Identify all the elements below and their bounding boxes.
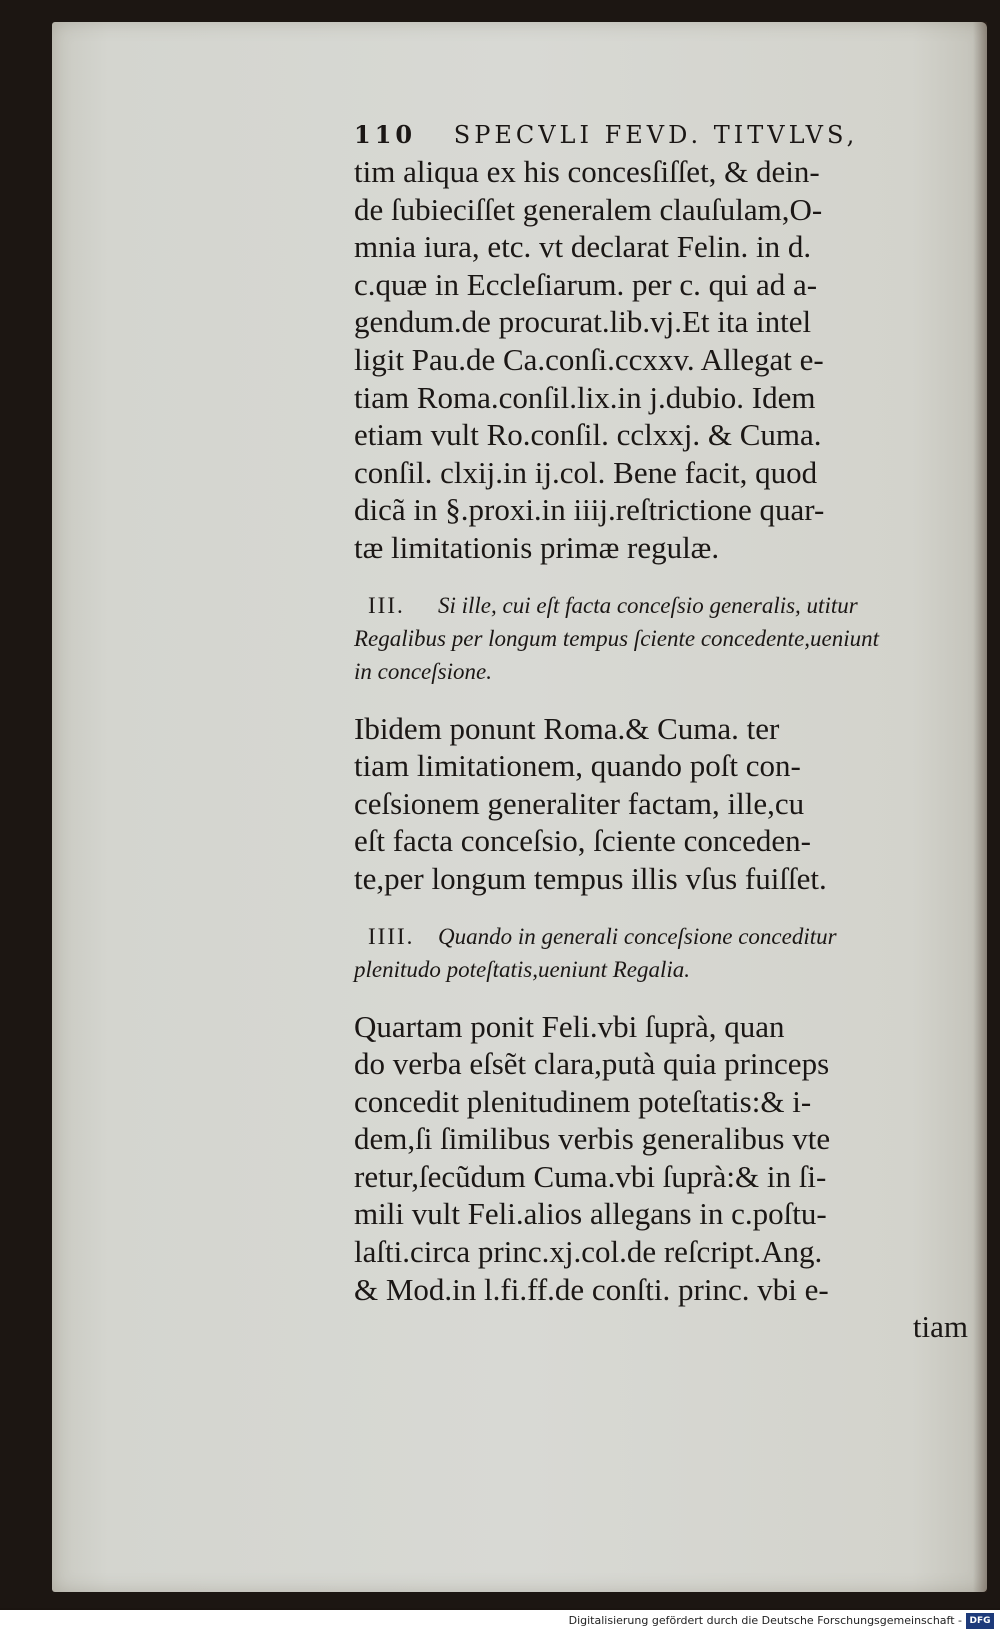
page-number: 110 — [354, 120, 417, 149]
page-edge-shadow — [973, 22, 987, 1592]
summary-line — [354, 920, 974, 953]
text-block — [354, 117, 974, 1346]
text-line: tiam limitationem, quando poſt con- — [354, 748, 801, 784]
text-line: te,per longum tempus illis vſus fuiſſet. — [354, 860, 827, 896]
text-line: concedit plenitudinem poteſtatis:& i- — [354, 1083, 812, 1119]
paragraph-3 — [354, 1008, 974, 1309]
text-line: dem,ſi ſimilibus verbis generalibus vte — [354, 1121, 831, 1157]
text-line: c.quæ in Eccleſiarum. per c. qui ad a- — [354, 266, 818, 302]
dfg-logo-icon: DFG — [966, 1613, 994, 1629]
paragraph-1 — [354, 153, 974, 567]
text-line: & Mod.in l.fi.ff.de conſti. princ. vbi e- — [354, 1271, 829, 1307]
footer-bar — [0, 1610, 1000, 1634]
text-line: ligit Pau.de Ca.conſi.ccxxv. Allegat e- — [354, 341, 824, 377]
catchword: tiam — [912, 1309, 968, 1345]
text-line: ceſsionem generaliter factam, ille,cu — [354, 785, 805, 821]
summary-number: III. — [368, 592, 405, 618]
text-line: mili vult Feli.alios allegans in c.poſtu- — [354, 1196, 827, 1232]
text-line: do verba eſsẽt clara,putà quia princeps — [354, 1046, 830, 1082]
summary-text: Si ille, cui eſt facta conceſsio generalis, utitur — [438, 592, 858, 618]
running-head-title: SPECVLI FEVD. TITVLVS, — [453, 121, 859, 149]
summary-line: plenitudo poteſtatis,ueniunt Regalia. — [354, 956, 691, 982]
text-line: de ſubieciſſet generalem clauſulam,O- — [354, 191, 823, 227]
summary-line: in conceſsione. — [354, 658, 492, 684]
text-line: laſti.circa princ.xj.col.de reſcript.Ang. — [354, 1234, 823, 1270]
summary-line: Regalibus per longum tempus ſciente concedente,ueniunt — [354, 625, 880, 651]
text-line: tiam Roma.conſil.lix.in j.dubio. Idem — [354, 379, 816, 415]
text-line: retur,ſecũdum Cuma.vbi ſuprà:& in ſi- — [354, 1158, 827, 1194]
summary-number: IIII. — [368, 923, 415, 949]
text-line: mnia iura, etc. vt declarat Felin. in d. — [354, 229, 812, 265]
summary-text: Quando in generali conceſsione conceditur — [438, 923, 837, 949]
text-line: tim aliqua ex his concesſiſſet, & dein- — [354, 154, 820, 189]
book-page — [52, 22, 987, 1592]
text-line: Quartam ponit Feli.vbi ſuprà, quan — [354, 1008, 785, 1044]
text-line: eſt facta conceſsio, ſciente conceden- — [354, 823, 811, 859]
text-line: gendum.de procurat.lib.vj.Et ita intel — [354, 304, 812, 340]
running-header — [354, 117, 974, 153]
summary-line — [354, 589, 974, 622]
summary-3 — [354, 589, 974, 688]
text-line: tæ limitationis primæ regulæ. — [354, 529, 720, 565]
summary-4 — [354, 920, 974, 986]
text-line: dicã in §.proxi.in iiij.reſtrictione quar- — [354, 492, 825, 528]
funding-notice: Digitalisierung gefördert durch die Deutsche Forschungsgemeinschaft - — [568, 1614, 962, 1627]
text-line: Ibidem ponunt Roma.& Cuma. ter — [354, 710, 780, 746]
paragraph-2 — [354, 710, 974, 898]
text-line: conſil. clxij.in ij.col. Bene facit, quod — [354, 454, 818, 490]
text-line: etiam vult Ro.conſil. cclxxj. & Cuma. — [354, 417, 822, 453]
